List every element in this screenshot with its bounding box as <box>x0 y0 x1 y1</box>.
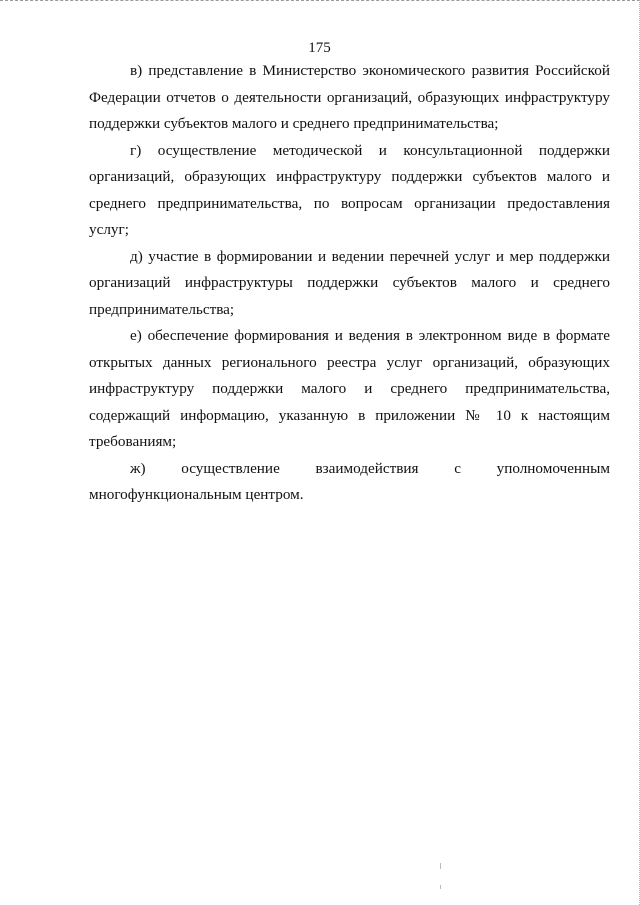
paragraph-d: д) участие в формировании и ведении перечней услуг и мер поддержки организаций инфраструктуры поддержки субъектов малого и среднего предпринимательства; <box>89 247 610 318</box>
paragraph-zh: ж) осуществление взаимодействия с уполномоченным многофункциональным центром. <box>89 459 610 503</box>
paragraph-g: г) осуществление методической и консультационной поддержки организаций, образующих инфраструктуру поддержки субъектов малого и среднего предпринимательства, по вопросам организации предоставления услуг; <box>89 141 610 238</box>
paragraph-v: в) представление в Министерство экономического развития Российской Федерации отчетов о деятельности организаций, образующих инфраструктуру поддержки субъектов малого и среднего предпринимательства; <box>89 62 610 132</box>
scan-artifact-mark <box>440 885 441 889</box>
document-body <box>89 58 610 509</box>
page-number: 175 <box>308 40 331 56</box>
scan-artifact-mark <box>440 863 441 869</box>
paragraph-e: е) обеспечение формирования и ведения в электронном виде в формате открытых данных регионального реестра услуг организаций, образующих инфраструктуру поддержки малого и среднего предпринимательства, содержащий информацию, указанную в приложении № 10 к настоящим требованиям; <box>89 327 610 450</box>
